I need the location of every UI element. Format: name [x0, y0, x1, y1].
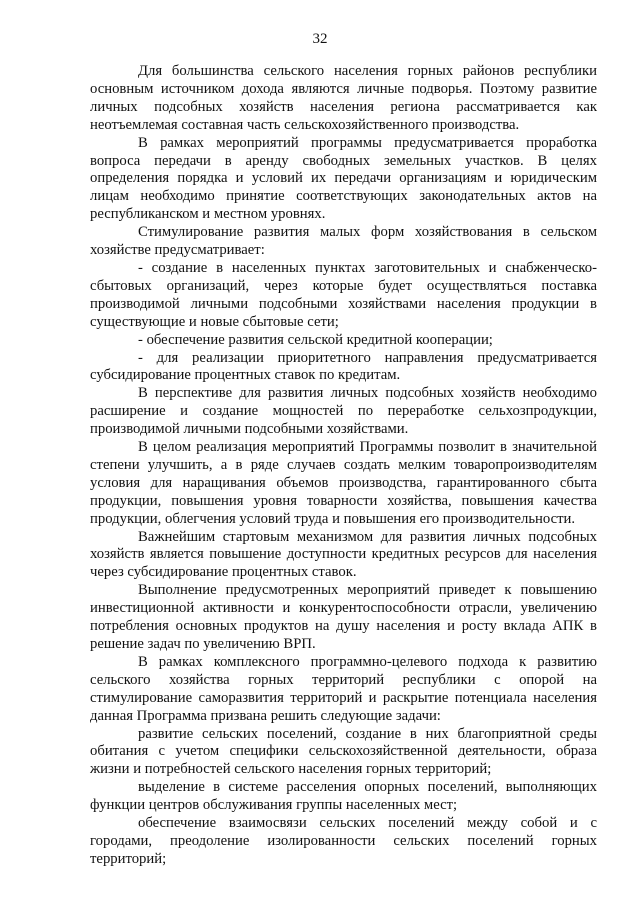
paragraph-rural-income: Для большинства сельского населения горных районов республики основным источником дохода являются личные подворья. Поэтому развитие личных подсобных хозяйств населения региона рассматривается как неотъемлемая составная часть сельскохозяйственного производства.	[90, 63, 597, 133]
task-item-settlement-connectivity: обеспечение взаимосвязи сельских поселений между собой и с городами, преодоление изолированности сельских поселений горных территорий;	[90, 815, 597, 867]
paragraph-processing-capacity: В перспективе для развития личных подсобных хозяйств необходимо расширение и создание мощностей по переработке сельхозпродукции, производимой личными подсобными хозяйствами.	[90, 385, 597, 438]
paragraph-program-tasks-intro: В рамках комплексного программно-целевого подхода к развитию сельского хозяйства горных территорий республики с опорой на стимулирование саморазвития территорий и раскрытие потенциала населения данная Программа призвана решить следующие задачи:	[90, 653, 597, 724]
paragraph-program-effects: В целом реализация мероприятий Программы позволит в значительной степени улучшить, а в ряде случаев создать мелким товаропроизводителям условия для наращивания объемов производства, гарантированного сбыта продукции, повышения уровня товарности хозяйства, повышения качества продукции, облегчения условий труда и повышения его производительности.	[90, 439, 597, 527]
list-item-procurement-organizations: - создание в населенных пунктах заготовительных и снабженческо-сбытовых организаций, через которые будет осуществляться поставка производимой личными подсобными хозяйствами населения продукции в существующие и новые сбытовые сети;	[90, 259, 597, 330]
task-item-rural-settlements: развитие сельских поселений, создание в них благоприятной среды обитания с учетом специфики сельскохозяйственной деятельности, образа жизни и потребностей сельского населения горных территорий;	[90, 725, 597, 778]
paragraph-land-lease: В рамках мероприятий программы предусматривается проработка вопроса передачи в аренду свободных земельных участков. В целях определения порядка и условий их передачи организациям и юридическим лицам необходимо принятие соответствующих законодательных актов на республиканском и местном уровнях.	[90, 134, 597, 223]
task-item-support-settlements: выделение в системе расселения опорных поселений, выполняющих функции центров обслуживания группы населенных мест;	[90, 779, 597, 814]
paragraph-small-farms-intro: Стимулирование развития малых форм хозяйствования в сельском хозяйстве предусматривает:	[90, 224, 597, 259]
list-item-interest-subsidies: - для реализации приоритетного направления предусматривается субсидирование процентных ставок по кредитам.	[90, 349, 597, 384]
paragraph-investment-activity: Выполнение предусмотренных мероприятий приведет к повышению инвестиционной активности и конкурентоспособности отрасли, увеличению потребления основных продуктов на душу населения и росту вклада АПК в решение задач по увеличению ВРП.	[90, 582, 597, 652]
list-item-credit-cooperation: - обеспечение развития сельской кредитной кооперации;	[138, 331, 493, 348]
body-text	[90, 63, 597, 869]
paragraph-credit-mechanism: Важнейшим стартовым механизмом для развития личных подсобных хозяйств является повышение доступности кредитных ресурсов для населения через субсидирование процентных ставок.	[90, 528, 597, 581]
page-number: 32	[312, 31, 328, 47]
